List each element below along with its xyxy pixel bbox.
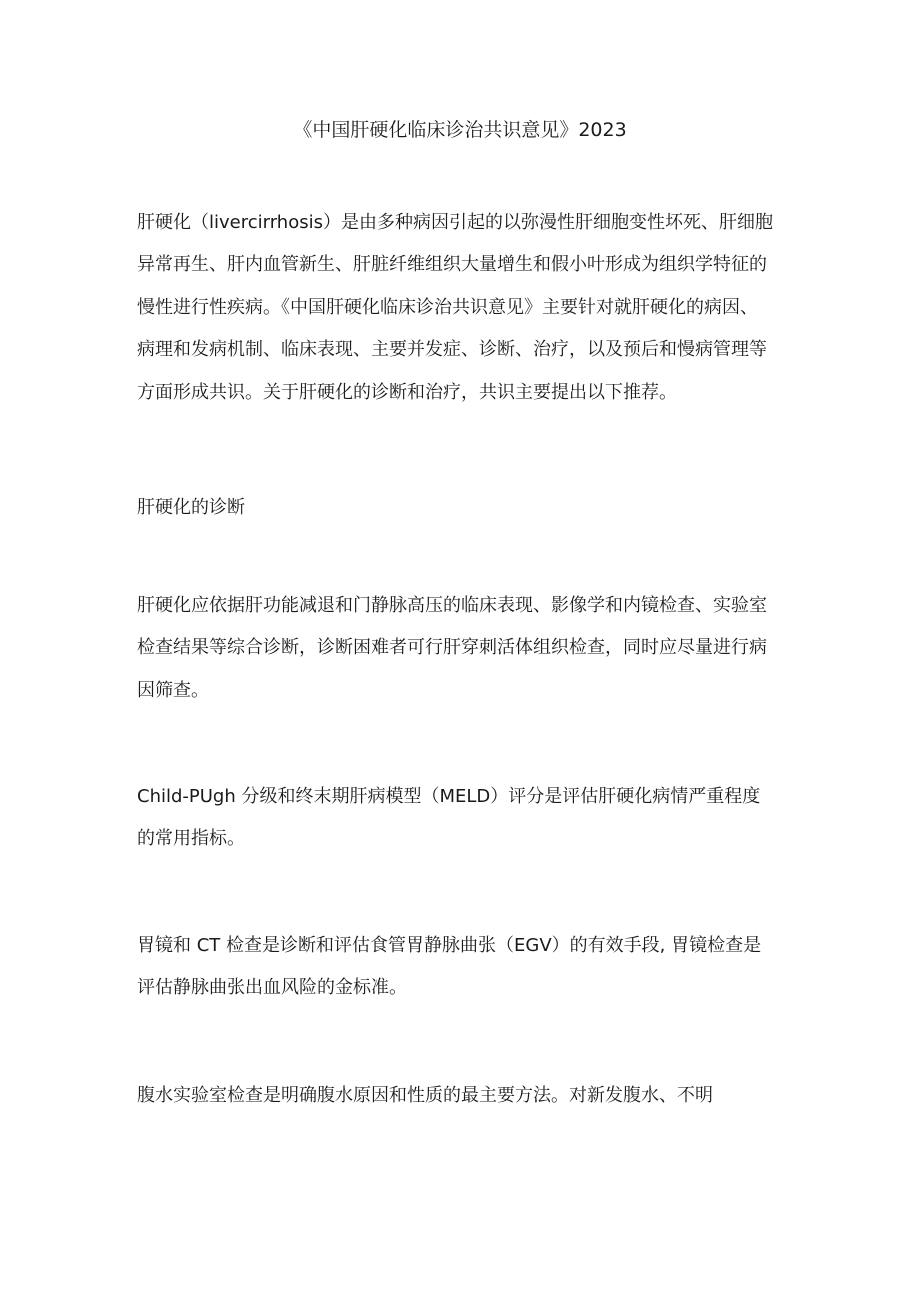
paragraph-line: 异常再生、肝内血管新生、肝脏纤维组织大量增生和假小叶形成为组织学特征的 (137, 254, 767, 276)
ascites-paragraph (137, 1075, 797, 1117)
paragraph-line: 病理和发病机制、临床表现、主要并发症、诊断、治疗，以及预后和慢病管理等 (137, 339, 767, 361)
paragraph-line: Child-PUgh 分级和终末期肝病模型（MELD）评分是评估肝硬化病情严重程度 (137, 786, 761, 807)
paragraph-line: 方面形成共识。关于肝硬化的诊断和治疗，共识主要提出以下推荐。 (137, 381, 677, 403)
intro-paragraph (137, 202, 797, 414)
grading-paragraph (137, 776, 797, 861)
paragraph-line: 因筛查。 (137, 679, 209, 701)
paragraph-line: 检查结果等综合诊断，诊断困难者可行肝穿刺活体组织检查，同时应尽量进行病 (137, 637, 767, 659)
paragraph-line: 慢性进行性疾病。《中国肝硬化临床诊治共识意见》主要针对就肝硬化的病因、 (137, 296, 758, 318)
paragraph-line: 肝硬化应依据肝功能减退和门静脉高压的临床表现、影像学和内镜检查、实验室 (137, 595, 767, 616)
paragraph-line: 评估静脉曲张出血风险的金标准。 (137, 977, 407, 999)
section-heading: 肝硬化的诊断 (137, 497, 245, 518)
paragraph-line: 肝硬化（livercirrhosis）是由多种病因引起的以弥漫性肝细胞变性坏死、肝细胞 (137, 212, 773, 233)
paragraph-line: 胃镜和 CT 检查是诊断和评估食管胃静脉曲张（EGV）的有效手段, 胃镜检查是 (137, 935, 762, 956)
endoscopy-paragraph (137, 925, 797, 1010)
document-title: 《中国肝硬化临床诊治共识意见》2023 (293, 119, 627, 141)
diagnosis-paragraph (137, 585, 797, 712)
paragraph-line: 的常用指标。 (137, 828, 245, 850)
paragraph-line: 腹水实验室检查是明确腹水原因和性质的最主要方法。对新发腹水、不明 (137, 1085, 713, 1106)
